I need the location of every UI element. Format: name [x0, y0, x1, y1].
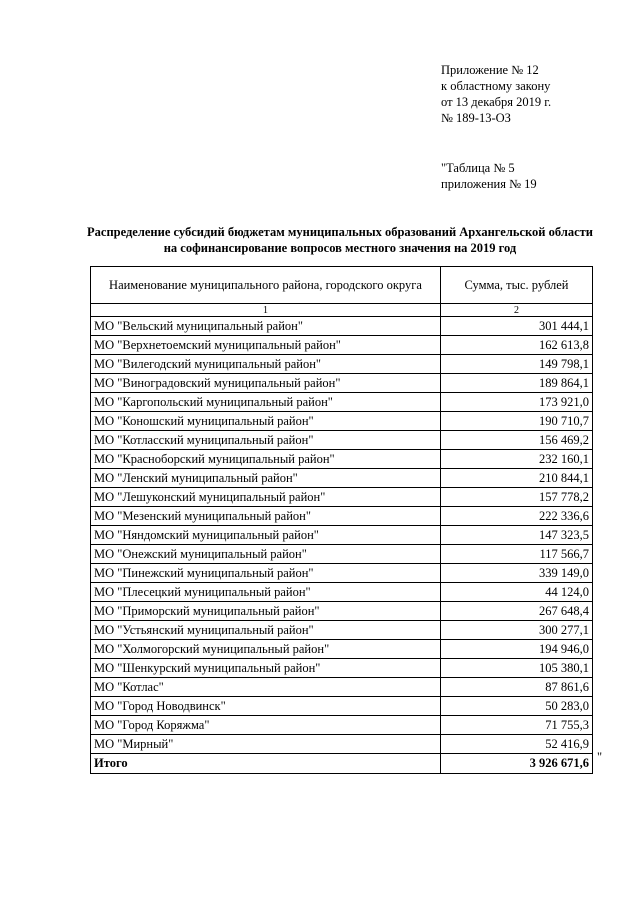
table-row [91, 640, 593, 659]
municipality-name: МО "Лешуконский муниципальный район" [91, 488, 441, 507]
subsidy-amount: 71 755,3 [441, 716, 593, 735]
table-row [91, 317, 593, 336]
subsidy-amount: 232 160,1 [441, 450, 593, 469]
table-row [91, 621, 593, 640]
column-number: 1 [91, 304, 441, 317]
municipality-name: МО "Шенкурский муниципальный район" [91, 659, 441, 678]
total-row [91, 754, 593, 774]
municipality-name: МО "Пинежский муниципальный район" [91, 564, 441, 583]
subsidy-amount: 173 921,0 [441, 393, 593, 412]
subsidy-amount: 156 469,2 [441, 431, 593, 450]
table-row [91, 583, 593, 602]
table-row [91, 716, 593, 735]
table-row [91, 659, 593, 678]
subsidy-amount: 44 124,0 [441, 583, 593, 602]
table-row [91, 488, 593, 507]
municipality-name: МО "Мирный" [91, 735, 441, 754]
municipality-name: МО "Мезенский муниципальный район" [91, 507, 441, 526]
municipality-name: МО "Город Коряжма" [91, 716, 441, 735]
table-row [91, 526, 593, 545]
table-row [91, 678, 593, 697]
subsidy-amount: 149 798,1 [441, 355, 593, 374]
municipality-name: МО "Вельский муниципальный район" [91, 317, 441, 336]
municipality-name: МО "Холмогорский муниципальный район" [91, 640, 441, 659]
municipality-name: МО "Няндомский муниципальный район" [91, 526, 441, 545]
table-row [91, 602, 593, 621]
municipality-name: МО "Город Новодвинск" [91, 697, 441, 716]
municipality-name: МО "Ленский муниципальный район" [91, 469, 441, 488]
appendix-line: от 13 декабря 2019 г. [441, 95, 552, 109]
table-row [91, 545, 593, 564]
table-reference-line: приложения № 19 [441, 177, 537, 191]
total-amount: 3 926 671,6 [441, 754, 593, 774]
subsidy-amount: 105 380,1 [441, 659, 593, 678]
subsidy-amount: 190 710,7 [441, 412, 593, 431]
table-header-row [91, 267, 593, 304]
subsidy-amount: 147 323,5 [441, 526, 593, 545]
appendix-line: к областному закону [441, 79, 551, 93]
municipality-name: МО "Плесецкий муниципальный район" [91, 583, 441, 602]
municipality-name: МО "Верхнетоемский муниципальный район" [91, 336, 441, 355]
subsidy-amount: 87 861,6 [441, 678, 593, 697]
subsidy-amount: 339 149,0 [441, 564, 593, 583]
subsidy-amount: 267 648,4 [441, 602, 593, 621]
subsidy-amount: 162 613,8 [441, 336, 593, 355]
subsidy-amount: 222 336,6 [441, 507, 593, 526]
table-row [91, 374, 593, 393]
appendix-line: Приложение № 12 [441, 63, 539, 77]
table-row [91, 355, 593, 374]
subsidy-amount: 157 778,2 [441, 488, 593, 507]
municipality-name: МО "Вилегодский муниципальный район" [91, 355, 441, 374]
table-row [91, 393, 593, 412]
subsidy-amount: 210 844,1 [441, 469, 593, 488]
total-label: Итого [91, 754, 441, 774]
municipality-name: МО "Каргопольский муниципальный район" [91, 393, 441, 412]
municipality-name: МО "Красноборский муниципальный район" [91, 450, 441, 469]
document-title: Распределение субсидий бюджетам муниципальных образований Архангельской области на софинансирование вопросов местного значения на 2019 год [87, 225, 593, 255]
table-row [91, 507, 593, 526]
subsidy-amount: 189 864,1 [441, 374, 593, 393]
appendix-line: № 189-13-ОЗ [441, 111, 511, 125]
column-header-amount: Сумма, тыс. рублей [441, 267, 593, 304]
column-number: 2 [441, 304, 593, 317]
subsidy-amount: 50 283,0 [441, 697, 593, 716]
subsidy-amount: 300 277,1 [441, 621, 593, 640]
subsidy-amount: 301 444,1 [441, 317, 593, 336]
table-reference-line: "Таблица № 5 [441, 161, 515, 175]
closing-quote: " [597, 750, 603, 764]
table-row [91, 450, 593, 469]
table-row [91, 336, 593, 355]
municipality-name: МО "Котласский муниципальный район" [91, 431, 441, 450]
table-row [91, 697, 593, 716]
municipality-name: МО "Коношский муниципальный район" [91, 412, 441, 431]
municipality-name: МО "Виноградовский муниципальный район" [91, 374, 441, 393]
subsidy-amount: 194 946,0 [441, 640, 593, 659]
table-row [91, 431, 593, 450]
municipality-name: МО "Устьянский муниципальный район" [91, 621, 441, 640]
table-row [91, 735, 593, 754]
table-row [91, 412, 593, 431]
table-row [91, 469, 593, 488]
table-row [91, 564, 593, 583]
municipality-name: МО "Приморский муниципальный район" [91, 602, 441, 621]
appendix-reference [441, 62, 551, 126]
municipality-name: МО "Котлас" [91, 678, 441, 697]
municipality-name: МО "Онежский муниципальный район" [91, 545, 441, 564]
table-reference [441, 160, 537, 192]
column-number-row [91, 304, 593, 317]
column-header-name: Наименование муниципального района, городского округа [91, 267, 441, 304]
subsidy-amount: 52 416,9 [441, 735, 593, 754]
subsidy-table [90, 266, 593, 774]
subsidy-amount: 117 566,7 [441, 545, 593, 564]
